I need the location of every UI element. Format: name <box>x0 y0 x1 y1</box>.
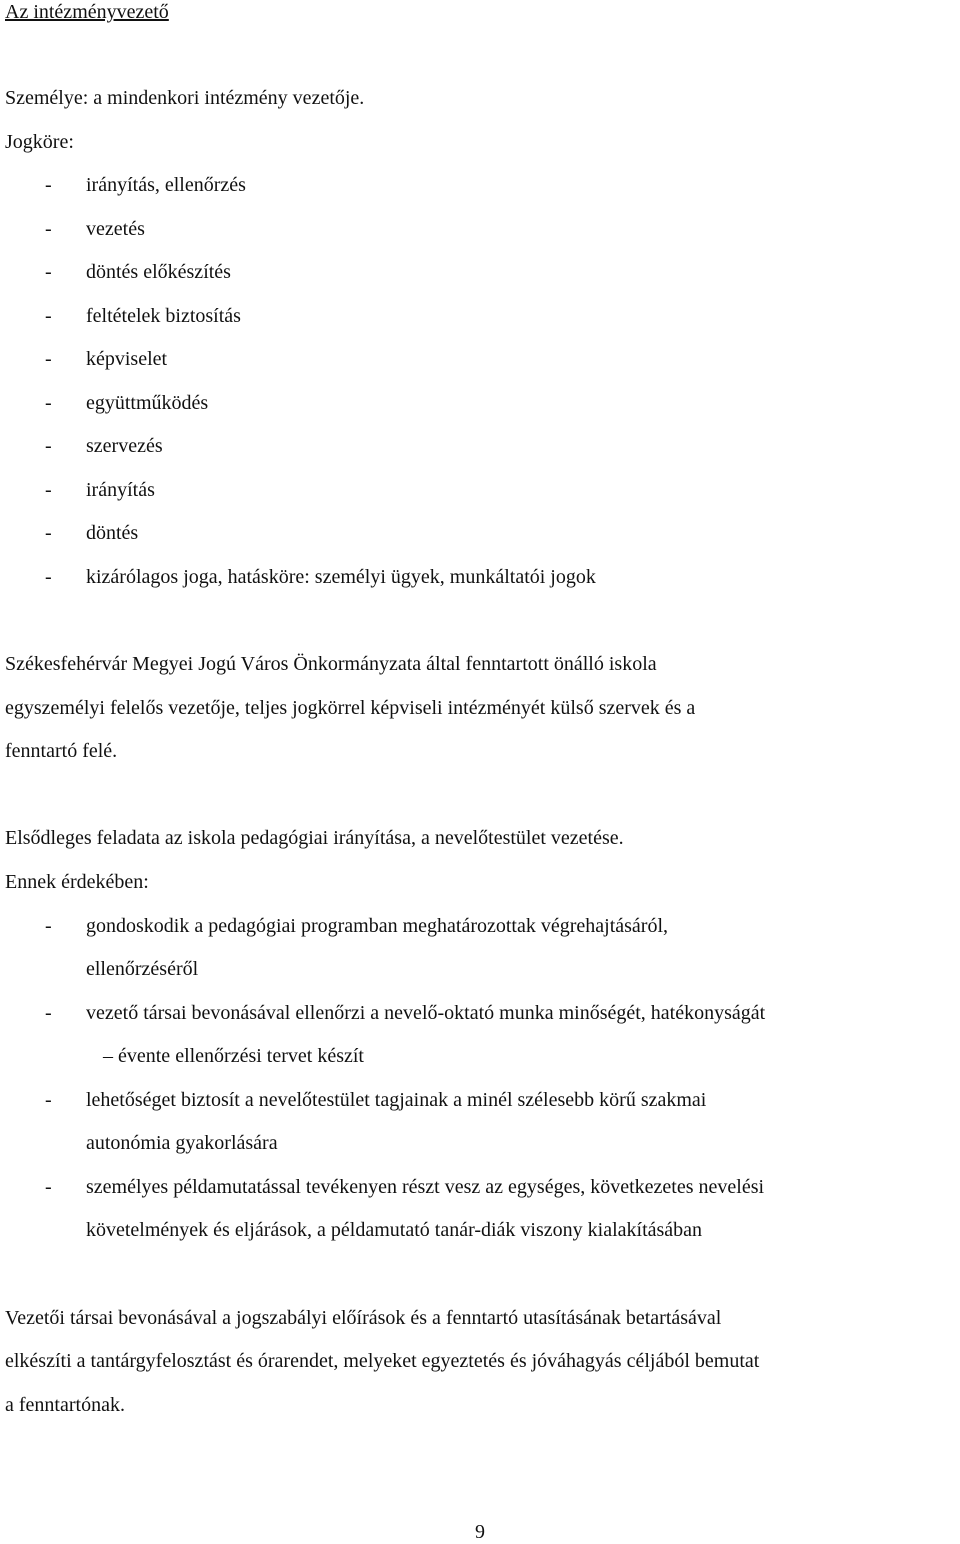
list-item: szervezés <box>86 435 163 457</box>
task-item-line: gondoskodik a pedagógiai programban meghatározottak végrehajtásáról, <box>86 915 669 937</box>
list-dash: - <box>45 522 52 544</box>
paragraph-line: a fenntartónak. <box>5 1394 125 1416</box>
list-dash: - <box>45 566 52 588</box>
paragraph-line: Székesfehérvár Megyei Jogú Város Önkormányzata által fenntartott önálló iskola <box>5 653 657 675</box>
paragraph-line: egyszemélyi felelős vezetője, teljes jogkörrel képviseli intézményét külső szervek és a <box>5 697 696 719</box>
list-dash: - <box>45 1089 52 1111</box>
list-dash: - <box>45 218 52 240</box>
task-item-line: személyes példamutatással tevékenyen részt vesz az egységes, következetes nevelési <box>86 1176 765 1198</box>
for-this-line: Ennek érdekében: <box>5 871 149 893</box>
paragraph-line: fenntartó felé. <box>5 740 118 762</box>
list-item: vezetés <box>86 218 145 240</box>
task-item-line: autonómia gyakorlására <box>86 1132 278 1154</box>
list-dash: - <box>45 915 52 937</box>
section-heading: Az intézményvezető <box>5 1 169 23</box>
task-item-line: – évente ellenőrzési tervet készít <box>103 1045 364 1067</box>
task-item-line: ellenőrzéséről <box>86 958 199 980</box>
list-dash: - <box>45 1176 52 1198</box>
list-dash: - <box>45 1002 52 1024</box>
list-dash: - <box>45 174 52 196</box>
paragraph-line: Vezetői társai bevonásával a jogszabályi előírások és a fenntartó utasításának betartásával <box>5 1307 722 1329</box>
task-item-line: követelmények és eljárások, a példamutató tanár-diák viszony kialakításában <box>86 1219 703 1241</box>
list-dash: - <box>45 435 52 457</box>
list-dash: - <box>45 479 52 501</box>
task-item-line: lehetőséget biztosít a nevelőtestület tagjainak a minél szélesebb körű szakmai <box>86 1089 707 1111</box>
list-dash: - <box>45 261 52 283</box>
paragraph-line: elkészíti a tantárgyfelosztást és órarendet, melyeket egyeztetés és jóváhagyás céljából bemutat <box>5 1350 760 1372</box>
list-item: döntés előkészítés <box>86 261 231 283</box>
list-item: képviselet <box>86 348 168 370</box>
list-item: irányítás, ellenőrzés <box>86 174 246 196</box>
page-number: 9 <box>475 1521 485 1543</box>
task-item-line: vezető társai bevonásával ellenőrzi a nevelő-oktató munka minőségét, hatékonyságát <box>86 1002 766 1024</box>
primary-task-line: Elsődleges feladata az iskola pedagógiai irányítása, a nevelőtestület vezetése. <box>5 827 624 849</box>
competence-label: Jogköre: <box>5 131 74 153</box>
list-item: irányítás <box>86 479 155 501</box>
list-item: kizárólagos joga, hatásköre: személyi ügyek, munkáltatói jogok <box>86 566 596 588</box>
list-item: feltételek biztosítás <box>86 305 241 327</box>
list-dash: - <box>45 305 52 327</box>
list-item: együttműködés <box>86 392 209 414</box>
list-dash: - <box>45 348 52 370</box>
person-line: Személye: a mindenkori intézmény vezetője. <box>5 87 365 109</box>
list-dash: - <box>45 392 52 414</box>
list-item: döntés <box>86 522 139 544</box>
